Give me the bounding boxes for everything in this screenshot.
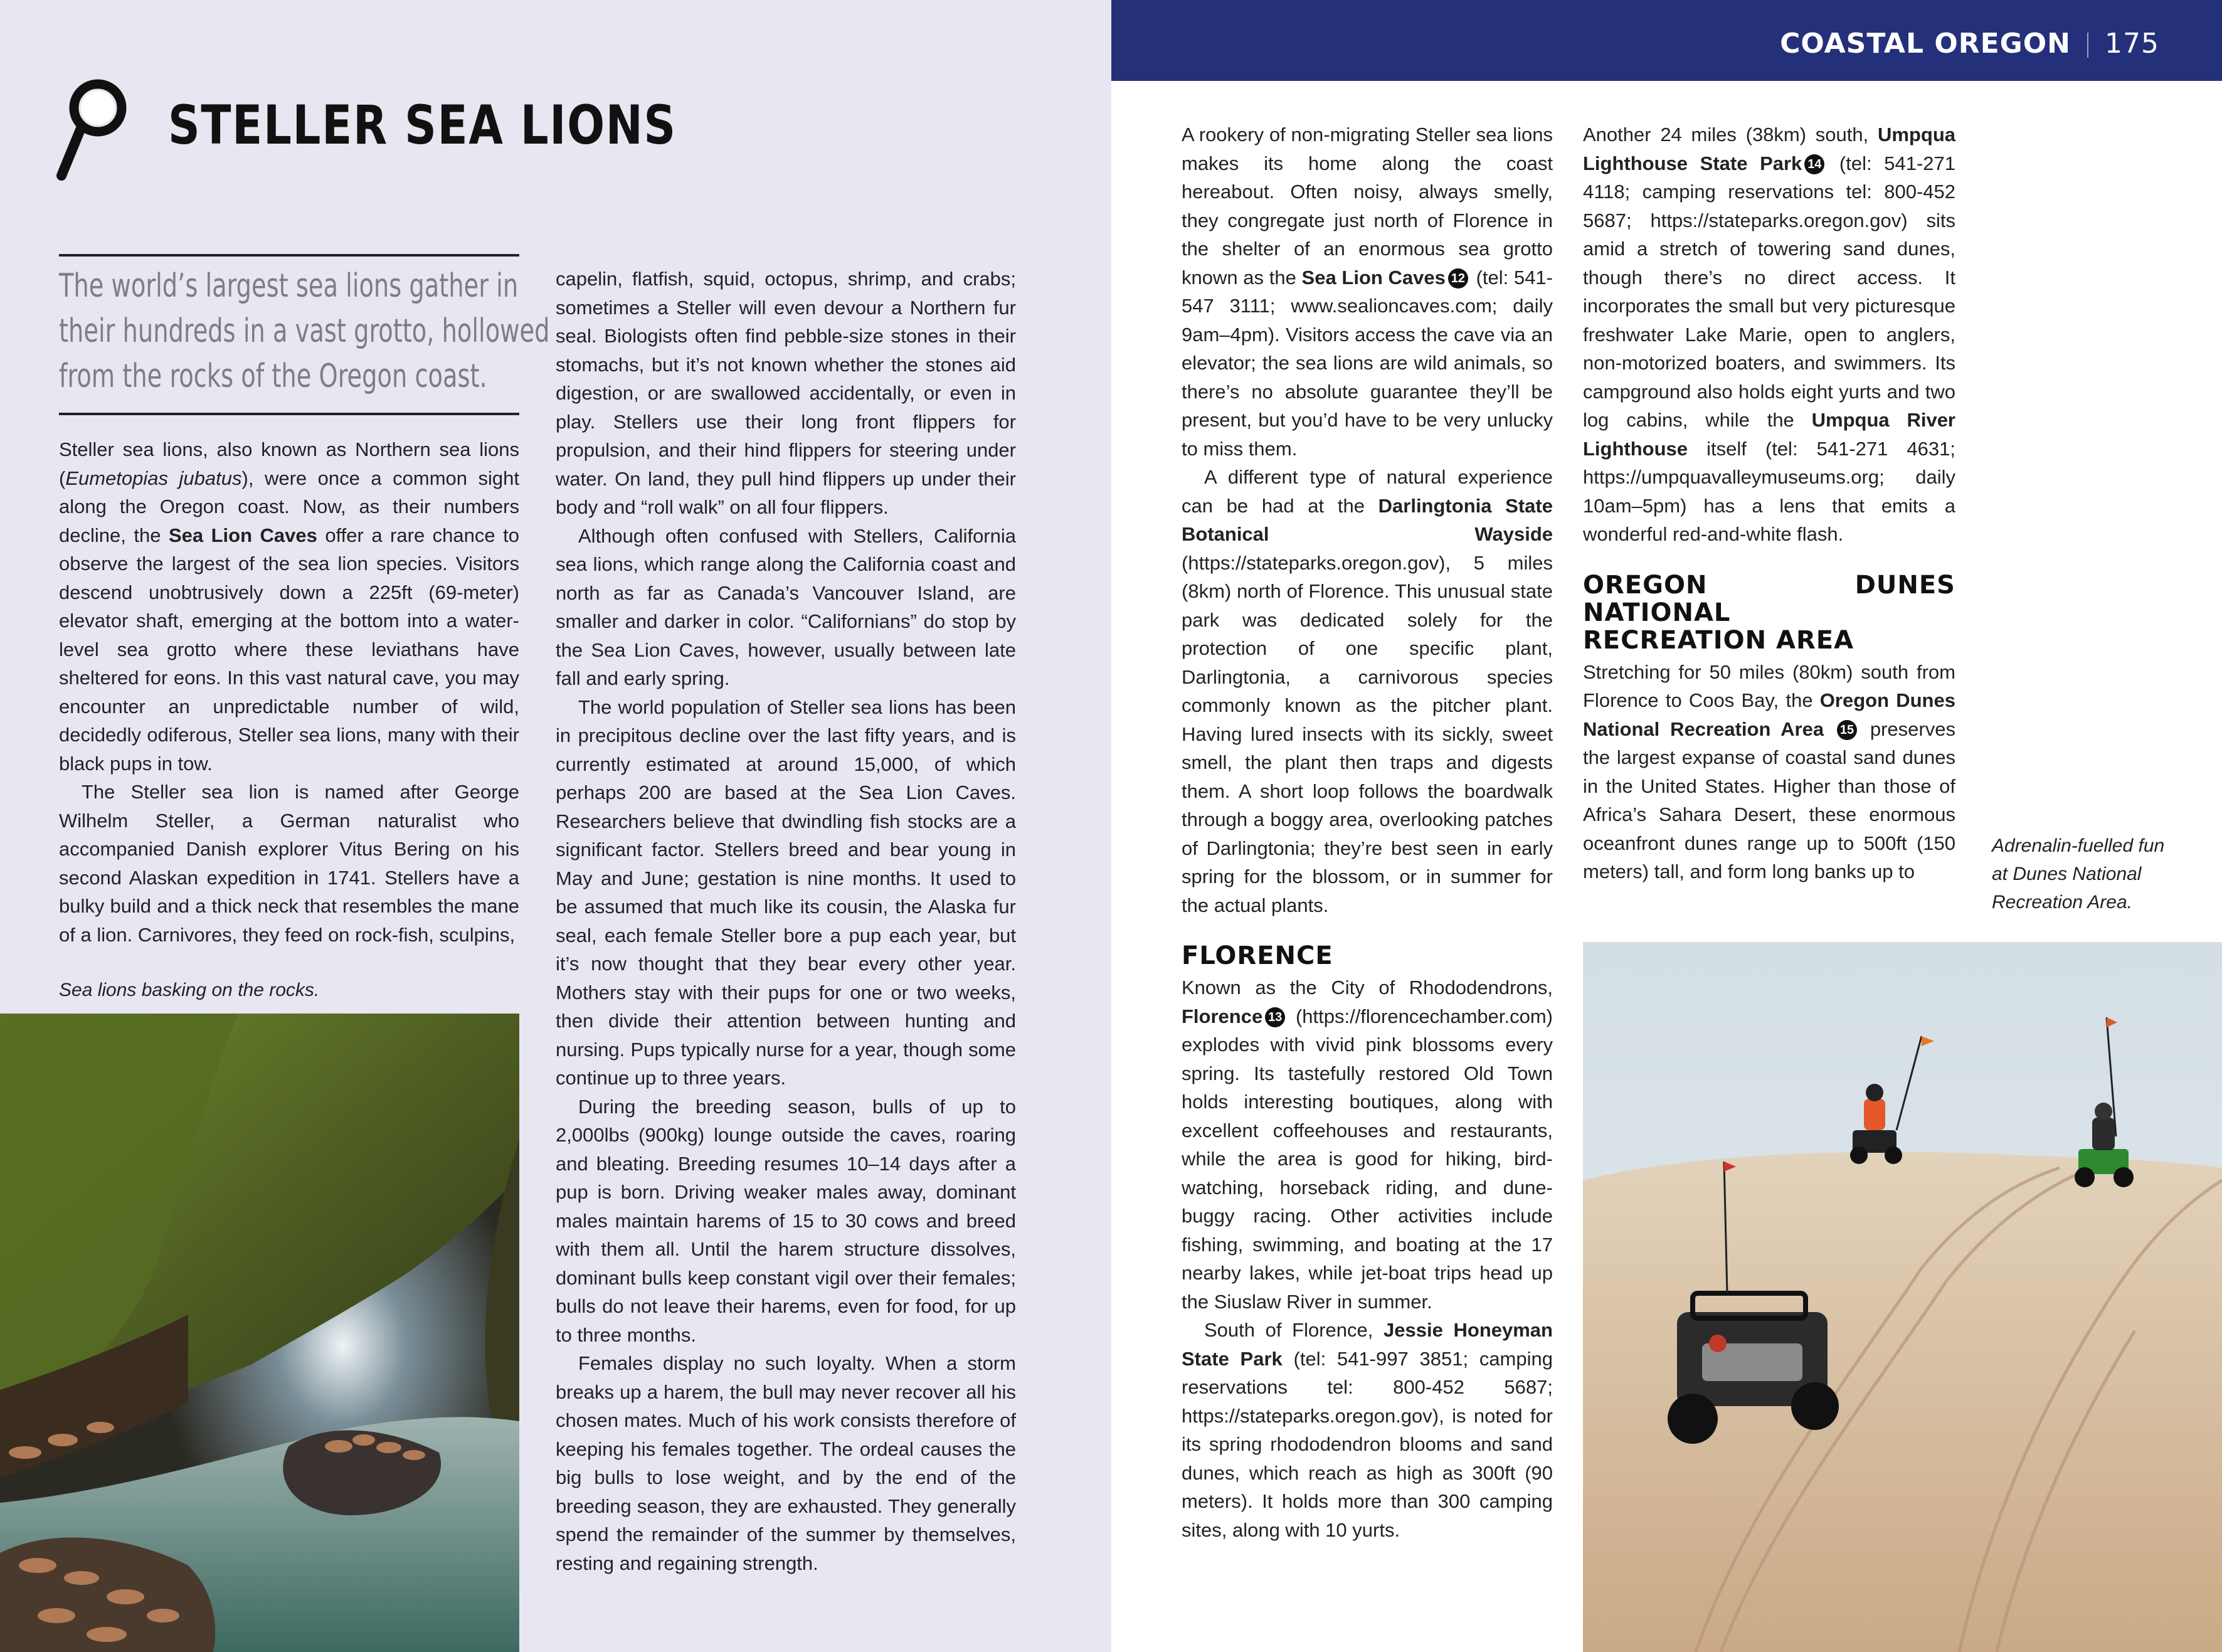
place-name: Jessie Honeyman State Park	[1182, 1319, 1553, 1370]
feature-intro	[59, 263, 550, 399]
place-name: Oregon Dunes National Recreation Area	[1583, 689, 1955, 740]
paragraph: capelin, flatfish, squid, octopus, shrimp, and crabs; sometimes a Steller will even devour a Northern fur seal. Biologists often find pebble-size stones in their stomachs, but it’s not known whether the stones aid digestion, or are swallowed accidentally, or even in play. Stellers use their long front flippers for propulsion, and their hind flippers for steering under water. On land, they pull hind flippers up under their body and “roll walk” on all four flippers.	[556, 268, 1016, 518]
paragraph: During the breeding season, bulls of up to 2,000lbs (900kg) lounge outside the caves, roaring and bleating. Breeding resumes 10–14 days after a pup is born. Driving weaker males away, dominant males maintain harems of 15 to 30 cows and breed with them all. Until the harem structure dissolves, dominant bulls keep constant vigil over their females; bulls do not leave their harems, even for food, for up to three months.	[556, 1095, 1016, 1346]
running-header	[1780, 28, 2159, 60]
place-name: Umpqua River Lighthouse	[1583, 409, 1955, 460]
article-column-1	[1182, 120, 1553, 1544]
species-name: Eumetopias jubatus	[65, 467, 242, 489]
heading-florence: FLORENCE	[1182, 941, 1333, 970]
place-name: Sea Lion Caves	[1301, 266, 1446, 289]
header-divider	[2087, 33, 2088, 58]
feature-column-1	[59, 435, 519, 949]
feature-column-2	[556, 265, 1016, 1577]
article-column-2	[1583, 120, 1955, 886]
place-name: Umpqua Lighthouse State Park	[1583, 124, 1955, 174]
paragraph: Although often confused with Stellers, California sea lions, which range along the California coast and north as far as Canada’s Vancouver Island, are smaller and darker in color. “Californians” do stop by the Sea Lion Caves, however, usually between late fall and early spring.	[556, 524, 1016, 689]
place-name: Darlingtonia State Botanical Wayside	[1182, 494, 1553, 545]
paragraph: Steller sea lions, also known as Northern sea lions (Eumetopias jubatus), were once a common sight along the Oregon coast. Now, as their numbers decline, the Sea Lion Caves offer a rare chance to observe the largest of the sea lion species. Visitors descend unobtrusively down a 225ft (69-meter) elevator shaft, emerging at the bottom into a water-level sea grotto where these leviathans have sheltered for eons. In this vast natural cave, you may encounter an unpredictable number of wild, decidedly odiferous, Steller sea lions, many with their black pups in tow.	[59, 438, 519, 775]
paragraph: A different type of natural experience can be had at the Darlingtonia State Botanical Wayside (https://stateparks.oregon.gov), 5 miles (8km) north of Florence. This unusual state park was dedicated solely for the protection of one specific plant, Darlingtonia, a carnivorous species commonly known as the pitcher plant. Having lured insects with its sickly, sweet smell, the plant then traps and digests them. A short loop follows the boardwalk through a boggy area, overlooking patches of Darlingtonia; they’re best seen in early spring for the blossom, or in summer for the actual plants.	[1182, 466, 1553, 916]
sea-lions-photo-caption: Sea lions basking on the rocks.	[59, 980, 320, 1000]
heading-oregon-dunes: OREGON DUNES NATIONAL RECREATION AREA	[1583, 570, 1955, 655]
feature-title: STELLER SEA LIONS	[168, 94, 677, 157]
sea-lion-cave-photo	[0, 1014, 519, 1652]
map-marker-13: 13	[1265, 1007, 1285, 1027]
paragraph: The Steller sea lion is named after George Wilhelm Steller, a German naturalist who accompanied Danish explorer Vitus Bering on his second Alaskan expedition in 1741. Stellers have a bulky build and a thick neck that resembles the mane of a lion. Carnivores, they feed on rock-fish, sculpins,	[59, 781, 519, 946]
place-name: Sea Lion Caves	[168, 524, 317, 546]
paragraph: Stretching for 50 miles (80km) south from Florence to Coos Bay, the Oregon Dunes National Recreation Area 15 preserves the largest expanse of coastal sand dunes in the United States. Higher than those of Africa’s Sahara Desert, these enormous oceanfront dunes range up to 500ft (150 meters) tall, and form long banks up to	[1583, 660, 1955, 882]
intro-line: The world’s largest sea lions gather in	[59, 267, 519, 305]
page-number: 175	[2105, 28, 2159, 60]
paragraph: South of Florence, Jessie Honeyman State Park (tel: 541-997 3851; camping reservations tel: 800-452 5687; https://stateparks.oregon.gov), is noted for its spring rhododendron blooms and sand dunes, which reach as high as 300ft (90 meters). It holds more than 300 camping sites, along with 10 yurts.	[1182, 1319, 1553, 1541]
intro-line: their hundreds in a vast grotto, hollowed	[59, 312, 550, 350]
place-name: Florence	[1182, 1005, 1263, 1027]
intro-top-rule	[59, 254, 519, 257]
map-marker-15: 15	[1837, 720, 1857, 740]
dunes-atv-photo	[1583, 942, 2222, 1652]
section-title: COASTAL OREGON	[1780, 28, 2071, 60]
paragraph: The world population of Steller sea lions has been in precipitous decline over the last fifty years, and is currently estimated at around 15,000, of which perhaps 200 are based at the Sea Lion Caves. Researchers believe that dwindling fish stocks are a significant factor. Stellers breed and bear young in May and June; gestation is nine months. It used to be assumed that much like its cousin, the Alaska fur seal, each female Steller bore a pup each year, but it’s now thought that they bear every other year. Mothers stay with their pups for one or two weeks, then divide their attention between hunting and nursing. Pups typically nurse for a year, though some continue up to three years.	[556, 696, 1016, 1089]
magnifier-icon	[55, 75, 137, 182]
paragraph: Known as the City of Rhododendrons, Florence 13 (https://florencechamber.com) explodes with vivid pink blossoms every spring. Its tastefully restored Old Town holds interesting boutiques, along with excellent coffeehouses and restaurants, while the area is good for hiking, bird-watching, horseback riding, and dune-buggy racing. Other activities include fishing, swimming, and boating at the 17 nearby lakes, while jet-boat trips head up the Siuslaw River in summer.	[1182, 977, 1553, 1313]
dunes-photo-caption: Adrenalin-fuelled fun at Dunes National Recreation Area.	[1992, 835, 2165, 913]
map-marker-12: 12	[1448, 268, 1468, 289]
intro-bottom-rule	[59, 413, 519, 415]
paragraph: Females display no such loyalty. When a storm breaks up a harem, the bull may never recover all his chosen mates. Much of his work consists therefore of keeping his females together. The ordeal causes the big bulls to lose weight, and by the end of the breeding season, they are exhausted. They generally spend the remainder of the summer by themselves, resting and regaining strength.	[556, 1352, 1016, 1574]
intro-line: from the rocks of the Oregon coast.	[59, 357, 487, 395]
paragraph: A rookery of non-migrating Steller sea lions makes its home along the coast hereabout. Often noisy, always smelly, they congregate just north of Florence in the shelter of an enormous sea grotto known as the Sea Lion Caves 12 (tel: 541-547 3111; www.sealioncaves.com; daily 9am–4pm). Visitors access the cave via an elevator; the sea lions are wild animals, so there’s no absolute guarantee they’ll be present, but you’d have to be very unlucky to miss them.	[1182, 124, 1553, 460]
map-marker-14: 14	[1804, 154, 1824, 174]
paragraph: Another 24 miles (38km) south, Umpqua Lighthouse State Park 14 (tel: 541-271 4118; camping reservations tel: 800-452 5687; https://stateparks.oregon.gov) sits amid a stretch of towering sand dunes, though there’s no direct access. It incorporates the small but very picturesque freshwater Lake Marie, open to anglers, non-motorized boaters, and swimmers. Its campground also holds eight yurts and two log cabins, while the Umpqua River Lighthouse itself (tel: 541-271 4631; https://umpquavalleymuseums.org; daily 10am–5pm) has a lens that emits a wonderful red-and-white flash.	[1583, 124, 1955, 545]
